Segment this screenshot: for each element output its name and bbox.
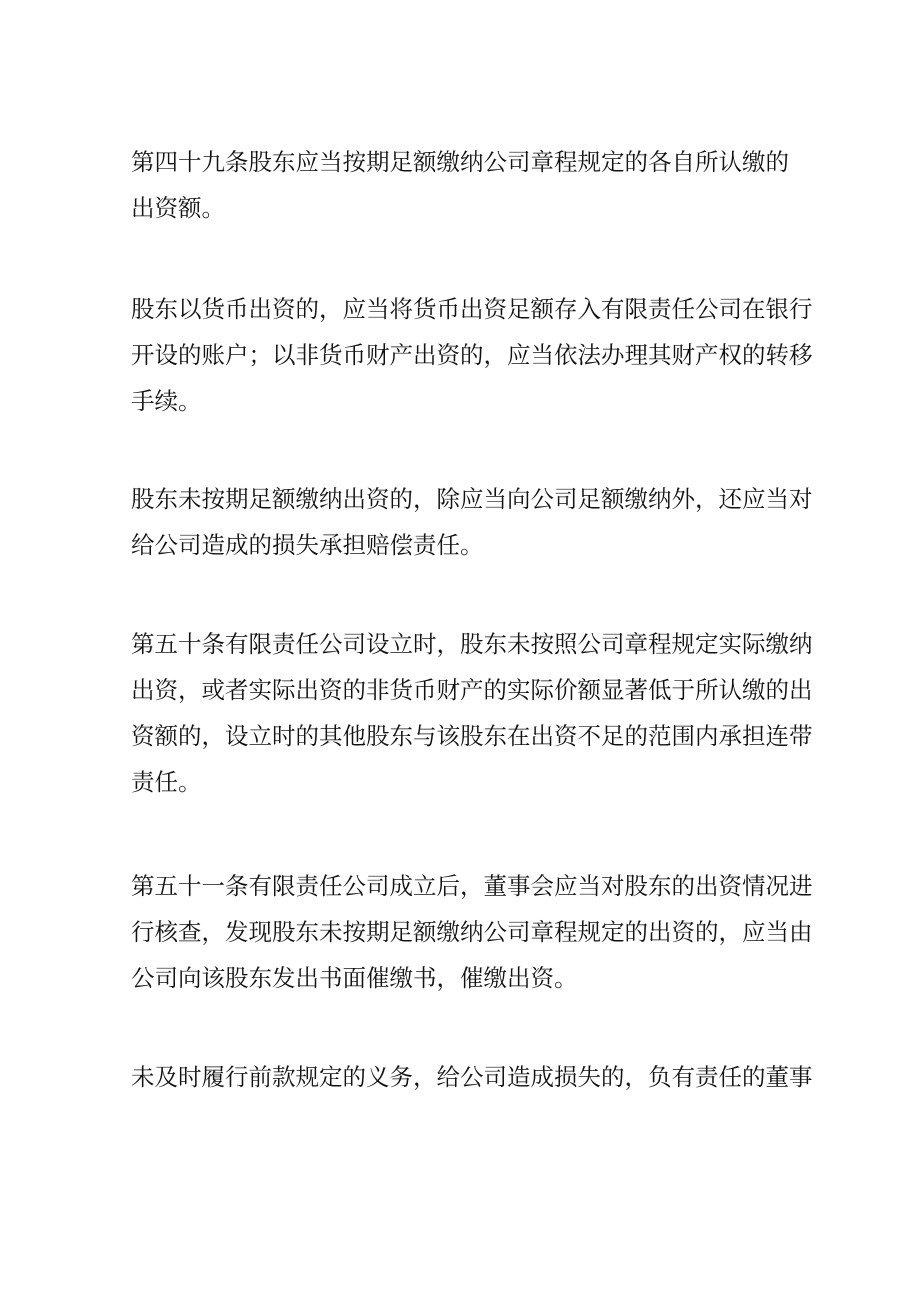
text-line: 公司向该股东发出书面催缴书，催缴出资。	[131, 964, 578, 992]
text-line: 出资额。	[131, 194, 225, 222]
paragraph-unpaid-contribution-liability	[131, 476, 813, 568]
text-line: 开设的账户；以非货币财产出资的，应当依法办理其财产权的转移	[131, 341, 813, 369]
text-line: 行核查，发现股东未按期足额缴纳公司章程规定的出资的，应当由	[131, 918, 813, 946]
text-line: 第四十九条股东应当按期足额缴纳公司章程规定的各自所认缴的	[131, 148, 789, 176]
text-line: 手续。	[131, 387, 202, 415]
text-line: 未及时履行前款规定的义务，给公司造成损失的，负有责任的董事	[131, 1063, 813, 1091]
text-line: 资额的，设立时的其他股东与该股东在出资不足的范围内承担连带	[131, 722, 813, 750]
text-line: 第五十条有限责任公司设立时，股东未按照公司章程规定实际缴纳	[131, 630, 813, 658]
text-line: 股东未按期足额缴纳出资的，除应当向公司足额缴纳外，还应当对	[131, 485, 813, 513]
text-line: 第五十一条有限责任公司成立后，董事会应当对股东的出资情况进	[131, 872, 813, 900]
paragraph-article-51	[131, 863, 813, 1001]
text-line: 责任。	[131, 768, 202, 796]
paragraph-article-49	[131, 139, 799, 231]
paragraph-currency-contribution	[131, 286, 813, 424]
text-line: 给公司造成的损失承担赔偿责任。	[131, 531, 484, 559]
text-line: 股东以货币出资的，应当将货币出资足额存入有限责任公司在银行	[131, 295, 813, 323]
text-line: 出资，或者实际出资的非货币财产的实际价额显著低于所认缴的出	[131, 676, 813, 704]
paragraph-director-liability	[131, 1054, 813, 1100]
paragraph-article-50	[131, 621, 813, 805]
